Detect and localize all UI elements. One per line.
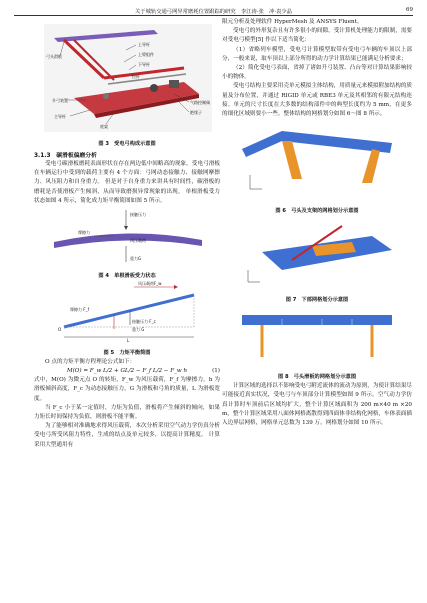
paragraph: 计算区域的选择以不影响受电弓附近流体的流动为原则，为使计算结果尽可能接近真实状况，受电弓与车顶部分计算模型如图 9 所示。空气动力学仿真计算时车顶前后区域均扩大，整个计算区域面积为 200 m×40 m ×20 m，整个计算区域采用八面体网格离散得到四面体非结构化网格，车体表面插入边界层网格，网格单元总数为 139 万。网格划分如图 10 所示。	[222, 383, 413, 427]
figure-6-head-mesh	[222, 119, 412, 201]
paragraph: 式中，M(O) 为微元点 O 的转矩，F_w 为风压载荷，F_f 为摩擦力，h 为滑板倾斜高度，F_c 为动态接触压力，G 为滑板和弓角的质量，L 为滑板宽度。	[34, 377, 220, 402]
figure-4-caption: 图 4 单根滑板受力状态	[98, 273, 156, 280]
figure-6-caption: 图 6 弓头及支架的网格划分示意图	[275, 208, 359, 215]
fig3-label: 升弓装置	[52, 98, 68, 103]
paragraph: 受电弓碳滑板磨耗表面形状在存在两边低中间略高的现象，受电弓滑板在车辆运行中受到的载荷主要有 4 个方面：弓网动态接触力、接触网摩擦力、风压阻力和自身重力。 但是对于自身重力来讲具有时间性，碳滑板的磨耗是否使滑板产生倾斜，从而导致磨损异常现象的出现。 单根滑板受力状态如图 4 所示，简化成力矩平衡简图如图 5 所示。	[34, 161, 220, 204]
figure-3-pantograph	[34, 18, 220, 134]
figure-8-caption: 图 8 弓头滑板的网格划分示意图	[277, 374, 357, 381]
fig4-label: 风压载荷	[130, 238, 146, 244]
fig5-label: 风压载荷F_w	[138, 281, 162, 287]
paragraph: 受电弓结构主要采用壳单元模拟主体结构，用质量元来模拟附加结构的质量及分布位置，并通过 RIGID 单元或 RBE3 单元及其相邻的有限元结构连接。单元的尺寸长度在大多数的结构部件中的典型长度约为 5 mm，在更多的细化区域则要小一些。整体结构的网格划分如图 6～图 8 所示。	[222, 83, 413, 118]
fig5-label: O	[58, 327, 62, 333]
equation-number: (1)	[212, 368, 220, 375]
mesh-strip	[242, 315, 392, 325]
paragraph: 当 F_c 小于某一定值时，力矩为负值，滑板将产生倾斜的倾向，如果力矩长时间保持为负值，则滑板不能平衡。	[34, 404, 220, 421]
paragraph: 为了能够相对准确地求得风压载荷，本次分析采用空气动力学仿真分析受电弓所受风阻力特性，生成的结点及单元较多，以提高计算精度。 计算采用大型通用有	[34, 423, 220, 448]
page-number: 69	[406, 7, 413, 13]
header-rule	[14, 15, 413, 16]
fig5-label: L	[127, 338, 130, 344]
fig3-label: 底架	[100, 124, 108, 129]
fig4-label: 摩擦力	[78, 230, 90, 236]
running-header	[0, 0, 427, 18]
paragraph: O 点的力矩平衡方程理论公式如下：	[45, 359, 136, 366]
figure-5-caption: 图 5 力矩平衡简图	[103, 350, 151, 357]
fig4-label: 重力G	[130, 256, 142, 262]
right-column	[222, 18, 412, 428]
carbon-strip	[54, 233, 202, 248]
fig3-label: 上臂组件	[138, 52, 154, 57]
fig3-label: 下导杆	[138, 62, 150, 67]
figure-7-lower-mesh	[222, 216, 412, 290]
fig5-label: 摩擦力 F_f	[70, 307, 89, 313]
left-column	[34, 18, 220, 450]
paragraph: 限元分析及处理软件 HyperMesh 及 ANSYS Fluent。	[222, 19, 363, 25]
equation-1	[34, 367, 220, 376]
fig4-label: 接触压力	[130, 212, 146, 218]
fig3-label: 上导杆	[138, 42, 150, 47]
fig3-label: 拉杆	[132, 74, 140, 79]
fig5-label: 接触压力 F_c	[132, 319, 156, 325]
section-heading: 3.1.3 碳滑板偏磨分析	[34, 153, 97, 159]
fig3-label: 主导杆	[54, 114, 66, 119]
fig3-label: 绝缘子	[190, 110, 202, 115]
fig3-label: 气路控制阀	[190, 100, 210, 105]
paragraph: （2）简化受电弓表面，省掉了诸如升弓装置、凸台等对计算结果影响较小的物体。	[222, 65, 412, 81]
figure-3-caption: 图 3 受电弓构成示意图	[98, 141, 156, 147]
mesh-head	[242, 131, 392, 157]
header-title: 关于城轨交通弓网异常磨耗位置跟踪的研究 李江涛·张 冲·袁少晶	[135, 9, 292, 15]
figure-4-strip-forces	[34, 206, 220, 266]
figure-8-strip-mesh	[222, 305, 412, 367]
fig5-label: 重力 G	[132, 327, 145, 333]
equation-body: M(O) = F_w L/2 + GL/2 − F_f L/2 − F_w h	[66, 368, 188, 375]
fig3-label: 弓头滑板	[46, 54, 62, 59]
paragraph: （1）省略列车模型，受电弓计算模型取带有受电弓车辆的车顶以上部分，一般来说，取车顶以上部分所得的动力学计算结果已能满足分析要求；	[222, 46, 412, 62]
paragraph: 受电弓的外形复杂且有许多很小的间隙，受计算机处理能力的限制，需要对受电弓模型[5] 作以下适当简化：	[222, 28, 413, 44]
figure-5-moment-diagram	[34, 281, 220, 343]
figure-7-caption: 图 7 下部网格划分示意图	[285, 297, 349, 304]
